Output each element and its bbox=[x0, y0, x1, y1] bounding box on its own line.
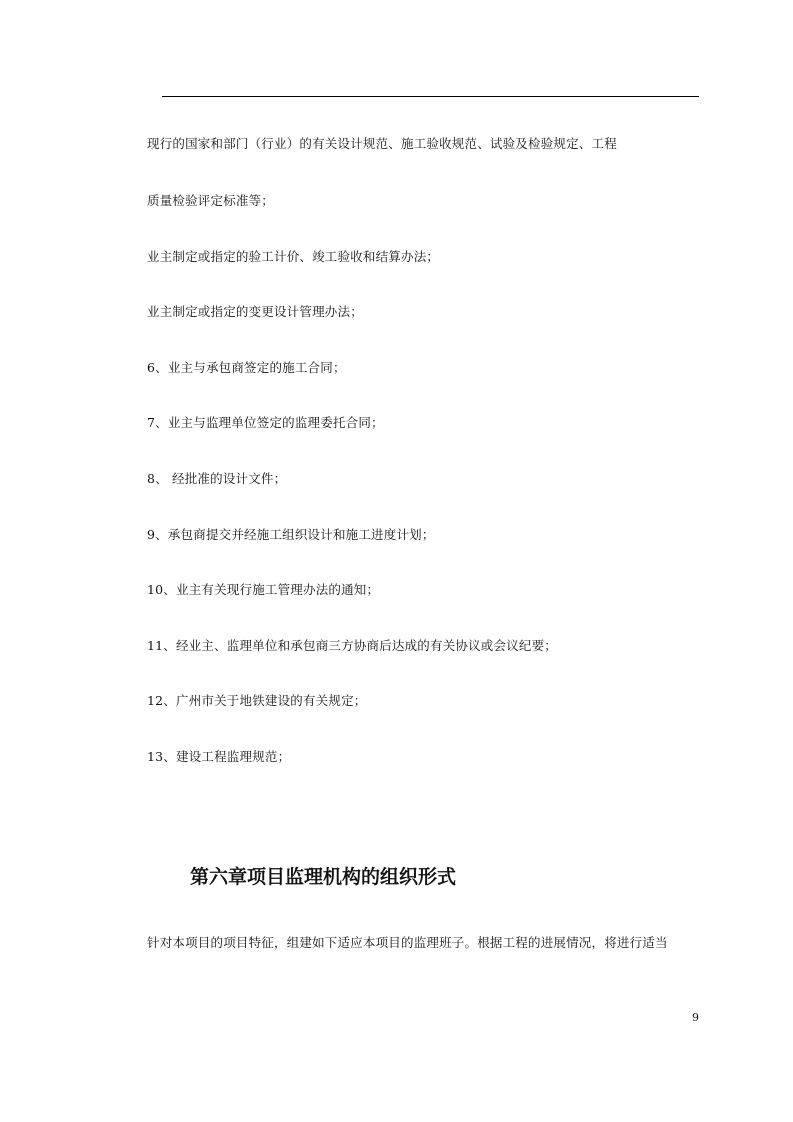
reference-line-3: 业主制定或指定的验工计价、竣工验收和结算办法； bbox=[147, 249, 440, 264]
reference-line-10: 11、经业主、监理单位和承包商三方协商后达成的有关协议或会议纪要； bbox=[147, 638, 558, 653]
reference-line-12: 13、建设工程监理规范； bbox=[147, 749, 291, 764]
reference-line-6: 7、业主与监理单位签定的监理委托合同； bbox=[147, 415, 384, 430]
reference-line-9: 10、业主有关现行施工管理办法的通知； bbox=[147, 582, 380, 597]
header-rule bbox=[162, 96, 699, 97]
page-number: 9 bbox=[692, 1011, 699, 1024]
reference-line-7: 8、 经批准的设计文件； bbox=[147, 471, 287, 486]
reference-line-5: 6、业主与承包商签定的施工合同； bbox=[147, 360, 346, 375]
intro-paragraph: 针对本项目的项目特征，组建如下适应本项目的监理班子。根据工程的进展情况，将进行适当 bbox=[147, 935, 668, 950]
reference-line-2: 质量检验评定标准等； bbox=[147, 193, 275, 208]
reference-line-4: 业主制定或指定的变更设计管理办法； bbox=[147, 304, 363, 319]
chapter-heading: 第六章项目监理机构的组织形式 bbox=[190, 866, 457, 888]
reference-line-8: 9、承包商提交并经施工组织设计和施工进度计划； bbox=[147, 527, 435, 542]
reference-line-1: 现行的国家和部门（行业）的有关设计规范、施工验收规范、试验及检验规定、工程 bbox=[147, 136, 617, 151]
reference-line-11: 12、广州市关于地铁建设的有关规定； bbox=[147, 693, 367, 708]
